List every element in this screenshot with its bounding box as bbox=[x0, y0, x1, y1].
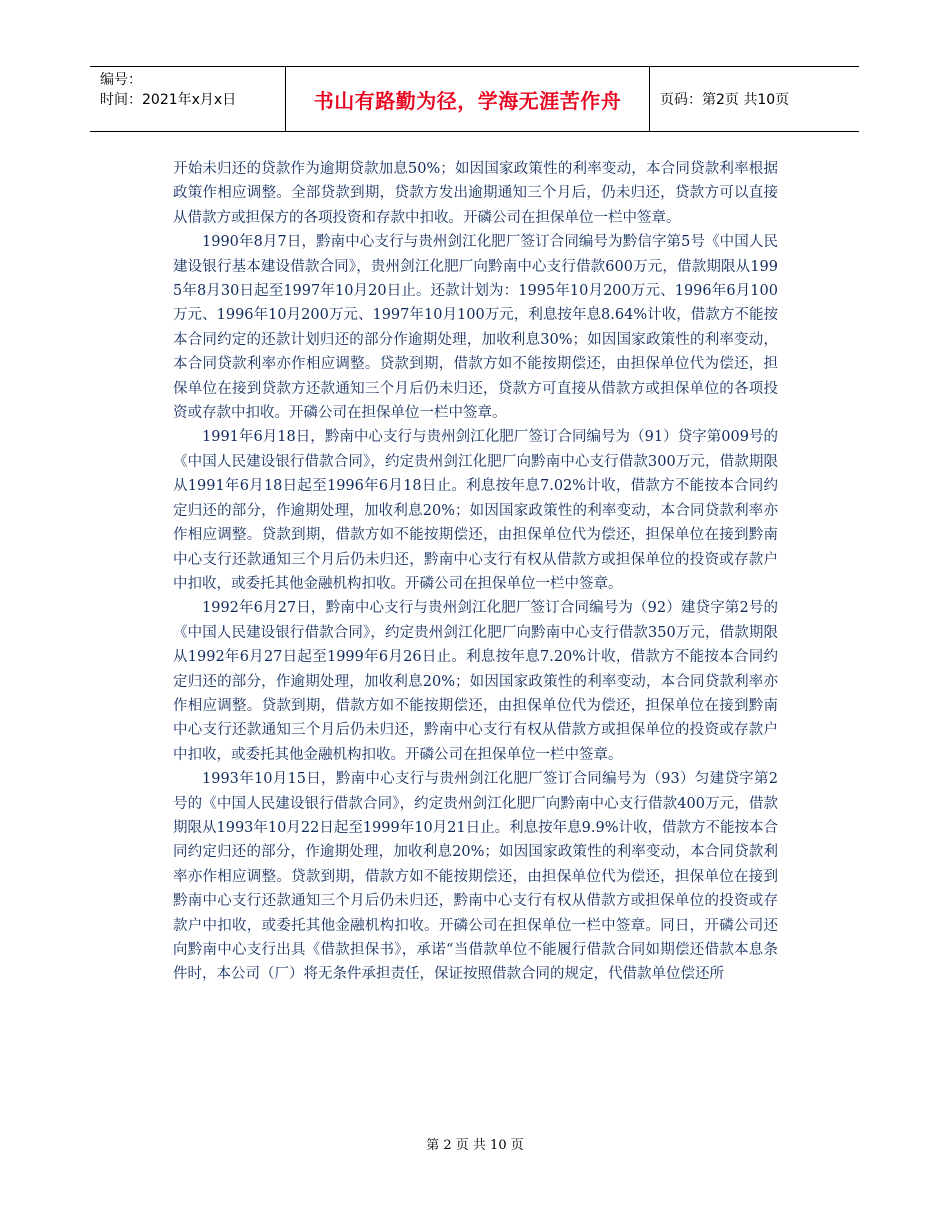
page-footer: 第 2 页 共 10 页 bbox=[426, 1138, 524, 1153]
paragraph: 1990年8月7日，黔南中心支行与贵州剑江化肥厂签订合同编号为黔信字第5号《中国人民建设银行基本建设借款合同》，贵州剑江化肥厂向黔南中心支行借款600万元，借款期限从1995年8月30日起至1997年10月20日止。还款计划为：1995年10月200万元、1996年6月100万元、1996年10月200万元、1997年10月100万元，利息按年息8.64%计收，借款方不能按本合同约定的还款计划归还的部分作逾期处理，加收利息30%；如因国家政策性的利率变动，本合同贷款利率亦作相应调整。贷款到期，借款方如不能按期偿还，由担保单位代为偿还，担保单位在接到贷款方还款通知三个月后仍未归还，贷款方可直接从借款方或担保单位的各项投资或存款中扣收。开磷公司在担保单位一栏中签章。 bbox=[173, 234, 778, 422]
document-time-label: 时间：2021年x月x日 bbox=[100, 92, 237, 108]
header-info-cell bbox=[90, 67, 286, 131]
page-header bbox=[90, 66, 859, 132]
document-body bbox=[173, 157, 778, 987]
header-motto: 书山有路勤为径，学海无涯苦作舟 bbox=[286, 67, 650, 131]
paragraph: 开始未归还的贷款作为逾期贷款加息50%；如因国家政策性的利率变动，本合同贷款利率根据政策作相应调整。全部贷款到期，贷款方发出逾期通知三个月后，仍未归还，贷款方可以直接从借款方或担保方的各项投资和存款中扣收。开磷公司在担保单位一栏中签章。 bbox=[173, 161, 778, 226]
paragraph: 1993年10月15日，黔南中心支行与贵州剑江化肥厂签订合同编号为（93）匀建贷字第2号的《中国人民建设银行借款合同》，约定贵州剑江化肥厂向黔南中心支行借款400万元，借款期限从1993年10月22日起至1999年10月21日止。利息按年息9.9%计收，借款方不能按本合同约定归还的部分，作逾期处理，加收利息20%；如因国家政策性的利率变动，本合同贷款利率亦作相应调整。贷款到期，借款方如不能按期偿还，由担保单位代为偿还，担保单位在接到黔南中心支行还款通知三个月后仍未归还，黔南中心支行有权从借款方或担保单位的投资或存款户中扣收，或委托其他金融机构扣收。开磷公司在担保单位一栏中签章。同日，开磷公司还向黔南中心支行出具《借款担保书》，承诺“当借款单位不能履行借款合同如期偿还借款本息条件时，本公司（厂）将无条件承担责任，保证按照借款合同的规定，代借款单位偿还所 bbox=[173, 771, 778, 983]
paragraph: 1991年6月18日，黔南中心支行与贵州剑江化肥厂签订合同编号为（91）贷字第009号的《中国人民建设银行借款合同》，约定贵州剑江化肥厂向黔南中心支行借款300万元，借款期限从1991年6月18日起至1996年6月18日止。利息按年息7.02%计收，借款方不能按本合同约定归还的部分，作逾期处理，加收利息20%；如因国家政策性的利率变动，本合同贷款利率亦作相应调整。贷款到期，借款方如不能按期偿还，由担保单位代为偿还，担保单位在接到黔南中心支行还款通知三个月后仍未归还，黔南中心支行有权从借款方或担保单位的投资或存款户中扣收，或委托其他金融机构扣收。开磷公司在担保单位一栏中签章。 bbox=[173, 429, 778, 592]
header-page-info: 页码：第2页 共10页 bbox=[660, 92, 790, 108]
document-number-label: 编号： bbox=[100, 72, 142, 88]
paragraph: 1992年6月27日，黔南中心支行与贵州剑江化肥厂签订合同编号为（92）建贷字第2号的《中国人民建设银行借款合同》，约定贵州剑江化肥厂向黔南中心支行借款350万元，借款期限从1992年6月27日起至1999年6月26日止。利息按年息7.20%计收，借款方不能按本合同约定归还的部分，作逾期处理，加收利息20%；如因国家政策性的利率变动，本合同贷款利率亦作相应调整。贷款到期，借款方如不能按期偿还，由担保单位代为偿还，担保单位在接到黔南中心支行还款通知三个月后仍未归还，黔南中心支行有权从借款方或担保单位的投资或存款户中扣收，或委托其他金融机构扣收。开磷公司在担保单位一栏中签章。 bbox=[173, 600, 778, 763]
